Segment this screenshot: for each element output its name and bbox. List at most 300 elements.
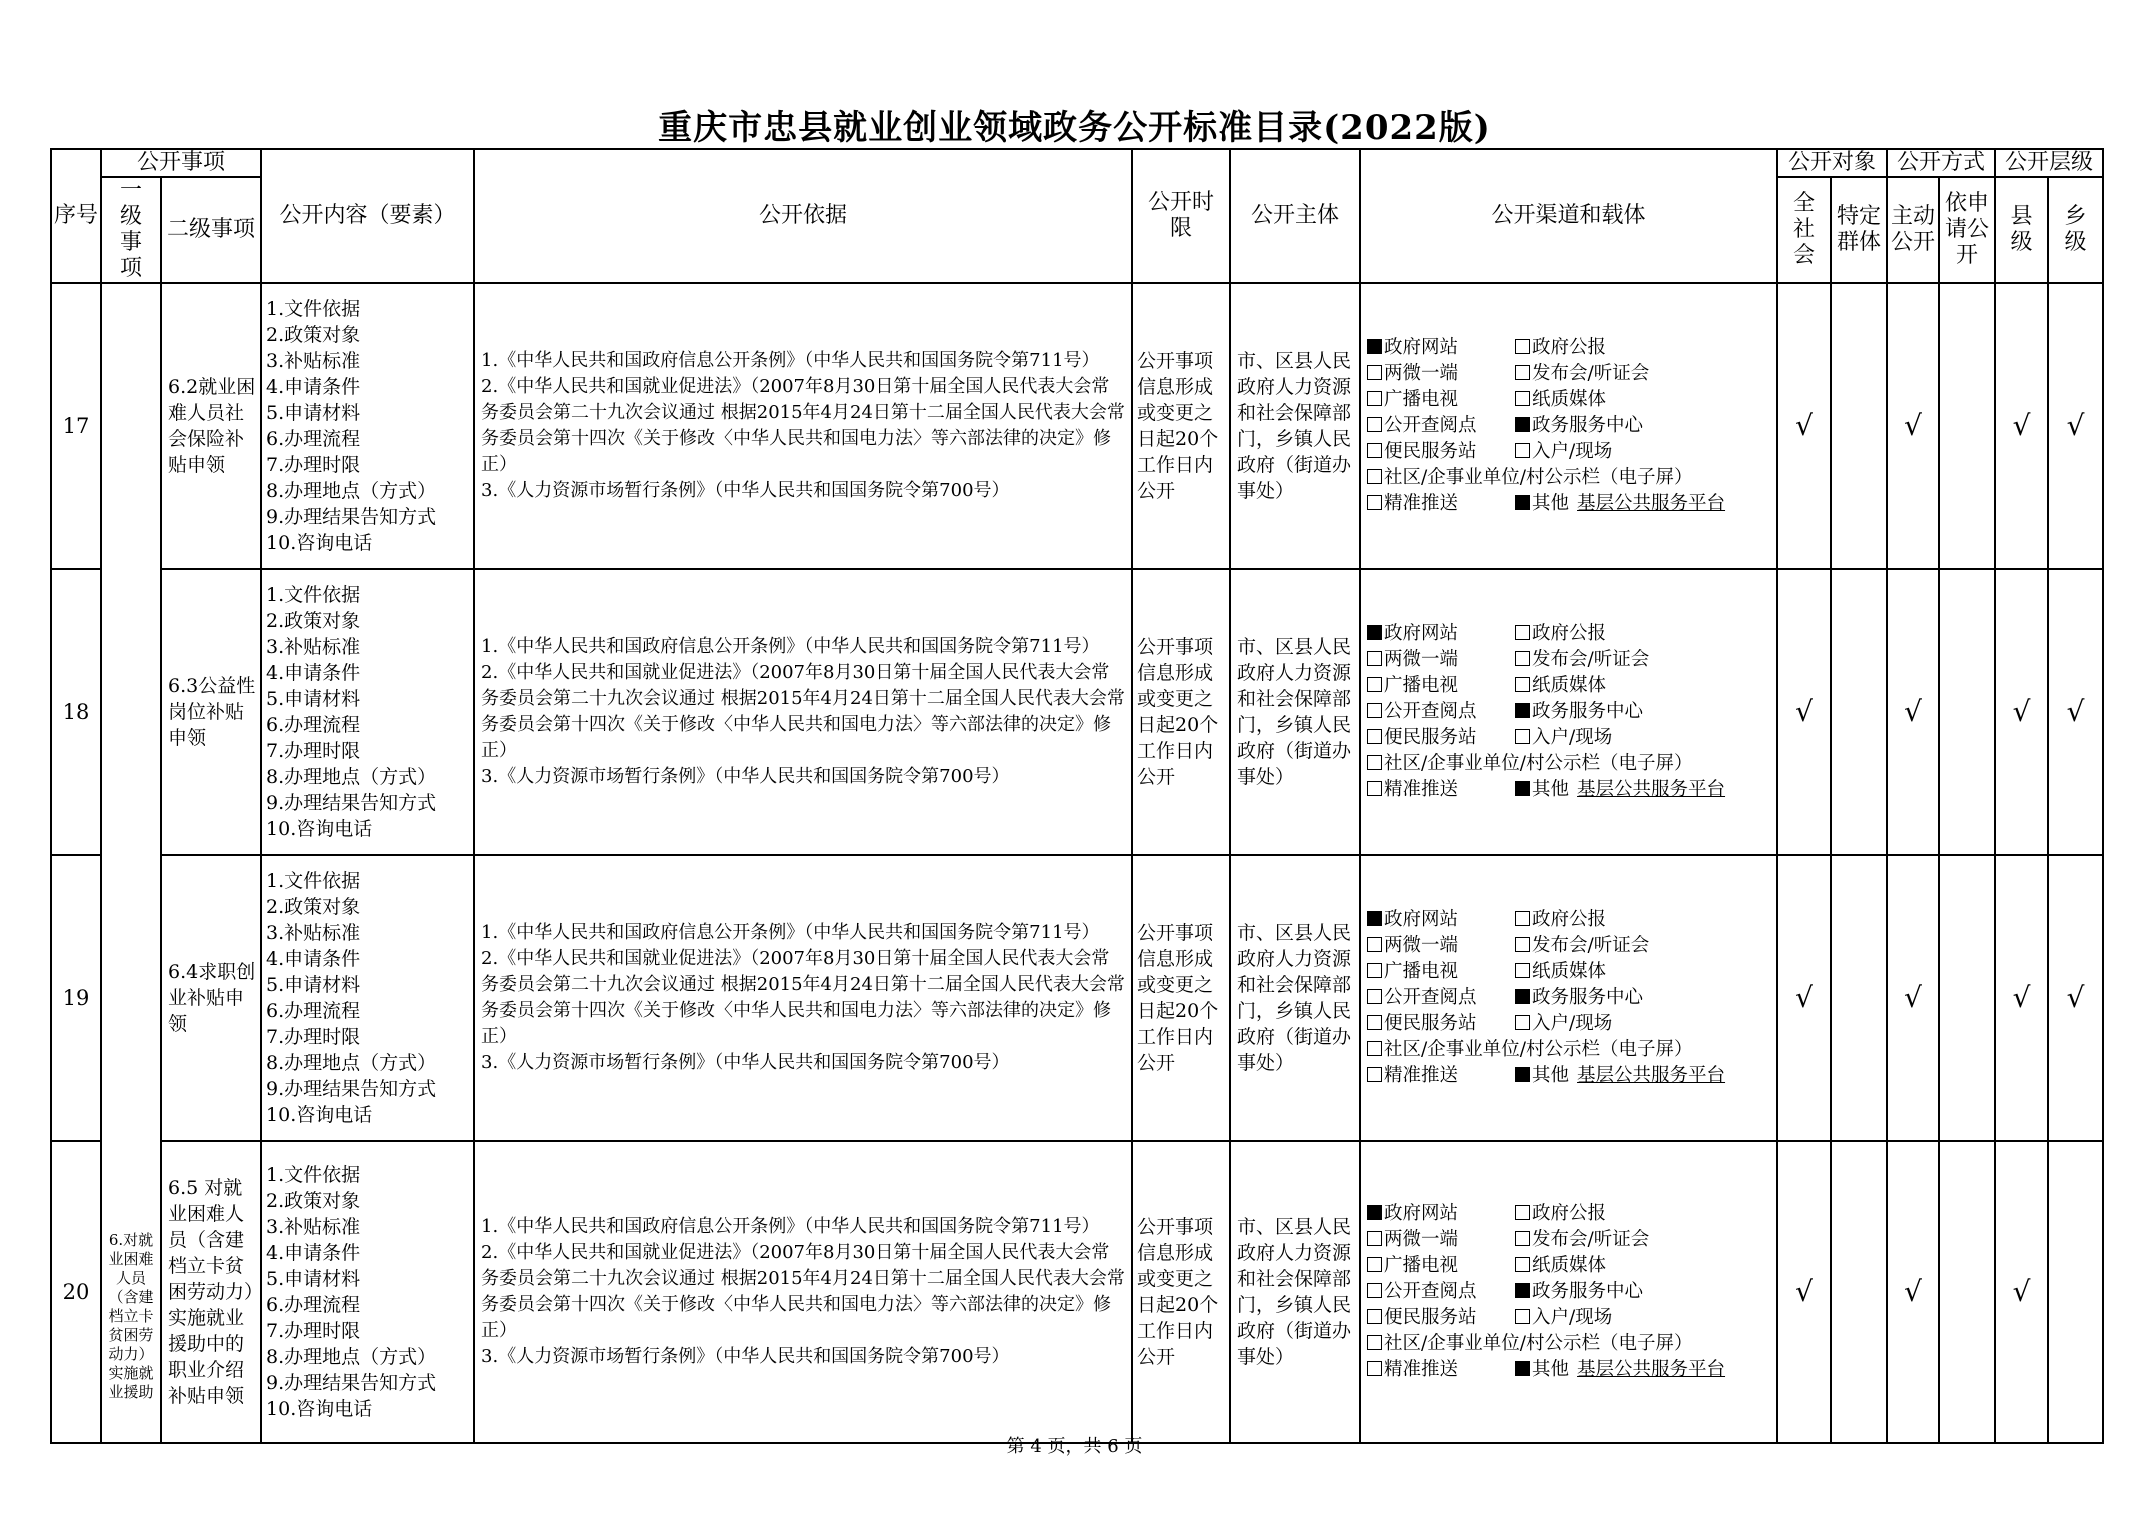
channel-option-label: 社区/企事业单位/村公示栏（电子屏） [1384,753,1693,774]
checked-box-icon [1367,1205,1382,1220]
page-title: 重庆市忠县就业创业领域政务公开标准目录(2022版) [658,108,1491,148]
channel-option-label: 政务服务中心 [1532,701,1644,722]
header-target-all: 全社会 [1777,177,1831,283]
unchecked-box-icon [1367,937,1382,952]
content-line: 2.政策对象 [266,324,361,346]
limit-cell: 公开事项信息形成或变更之日起20个工作日内公开 [1132,1141,1230,1443]
channel-line [1367,491,1776,517]
content-line: 6.办理流程 [266,714,361,736]
channel-option [1515,1203,1606,1224]
unchecked-box-icon [1515,365,1530,380]
basis-line: 2.《中华人民共和国就业促进法》（2007年8月30日第十届全国人民代表大会常务委员会第二十九次会议通过 根据2015年4月24日第十二届全国人民代表大会常务委员会第十四次《关于修改〈中华人民共和国电力法〉等六部法律的决定》修正） [481,662,1125,761]
limit-cell: 公开事项信息形成或变更之日起20个工作日内公开 [1132,283,1230,569]
channel-option [1367,753,1692,774]
unchecked-box-icon [1367,1067,1382,1082]
channel-option-label: 便民服务站 [1384,1307,1477,1328]
channel-option-label: 政务服务中心 [1532,1281,1644,1302]
content-line: 4.申请条件 [266,376,361,398]
content-line: 2.政策对象 [266,1190,361,1212]
basis-cell [474,1141,1132,1443]
channel-option [1367,467,1692,488]
channel-option-label: 社区/企事业单位/村公示栏（电子屏） [1384,1039,1693,1060]
checked-box-icon [1515,1283,1530,1298]
content-line: 8.办理地点（方式） [266,766,437,788]
unchecked-box-icon [1515,625,1530,640]
channel-option-label: 精准推送 [1384,493,1459,514]
channel-option-label: 精准推送 [1384,1065,1459,1086]
channel-cell [1360,283,1777,569]
checked-box-icon [1515,1361,1530,1376]
level1-item-text: 6.对就业困难人员（含建档立卡贫困劳动力）实施就业援助 [108,1231,154,1401]
item2-cell: 6.3公益性岗位补贴申领 [161,569,261,855]
content-line: 10.咨询电话 [266,1398,373,1420]
channel-option-label: 其他 [1532,1065,1570,1086]
item2-cell: 6.5 对就业困难人员（含建档立卡贫困劳动力）实施就业援助中的职业介绍补贴申领 [161,1141,261,1443]
channel-option-label: 政务服务中心 [1532,415,1644,436]
content-line: 1.文件依据 [266,1164,361,1186]
mark-target-all: √ [1777,283,1831,569]
channel-option [1367,1279,1515,1305]
channel-option-label: 政府网站 [1384,909,1459,930]
channel-option-label: 发布会/听证会 [1532,649,1650,670]
unchecked-box-icon [1515,963,1530,978]
channel-option-label: 便民服务站 [1384,1013,1477,1034]
channel-option-label: 广播电视 [1384,675,1459,696]
channel-other-value: 基层公共服务平台 [1577,493,1726,514]
channel-line [1367,673,1776,699]
channel-option-label: 两微一端 [1384,1229,1459,1250]
content-cell [261,855,474,1141]
channel-option [1367,1357,1515,1383]
channel-cell [1360,855,1777,1141]
channel-line [1367,1253,1776,1279]
content-line: 6.办理流程 [266,1000,361,1022]
channel-option [1515,701,1643,722]
mark-method-apply [1939,283,1995,569]
header-item1: 一级事项 [101,177,161,283]
channel-line [1367,1305,1776,1331]
channel-option-label: 纸质媒体 [1532,1255,1607,1276]
mark-level-town: √ [2048,569,2103,855]
unchecked-box-icon [1515,729,1530,744]
channel-option [1515,441,1612,462]
content-line: 9.办理结果告知方式 [266,1078,437,1100]
channel-option-label: 政府网站 [1384,337,1459,358]
channel-option [1515,1065,1725,1086]
content-line: 6.办理流程 [266,1294,361,1316]
channel-option [1515,1307,1612,1328]
mark-level-county: √ [1995,855,2048,1141]
basis-line: 1.《中华人民共和国政府信息公开条例》（中华人民共和国国务院令第711号） [481,636,1100,657]
header-item2: 二级事项 [161,177,261,283]
unchecked-box-icon [1367,1041,1382,1056]
channel-line [1367,699,1776,725]
channel-line [1367,1037,1776,1063]
content-cell [261,1141,474,1443]
table-row [51,283,2103,569]
unchecked-box-icon [1367,417,1382,432]
mark-target-group [1831,855,1887,1141]
basis-cell [474,569,1132,855]
subject-cell: 市、区县人民政府人力资源和社会保障部门，乡镇人民政府（街道办事处） [1230,855,1360,1141]
channel-option [1367,491,1515,517]
subject-cell: 市、区县人民政府人力资源和社会保障部门，乡镇人民政府（街道办事处） [1230,569,1360,855]
channel-option [1367,1305,1515,1331]
channel-option [1367,959,1515,985]
item2-cell: 6.4求职创业补贴申领 [161,855,261,1141]
content-line: 4.申请条件 [266,948,361,970]
basis-cell [474,283,1132,569]
header-method: 公开方式 [1887,149,1995,177]
channel-option [1367,725,1515,751]
content-line: 9.办理结果告知方式 [266,1372,437,1394]
checked-box-icon [1515,989,1530,1004]
channel-option [1367,1201,1515,1227]
content-line: 5.申请材料 [266,402,361,424]
header-seq: 序号 [51,149,101,283]
channel-option-label: 两微一端 [1384,363,1459,384]
unchecked-box-icon [1515,339,1530,354]
channel-option [1367,1011,1515,1037]
unchecked-box-icon [1515,911,1530,926]
content-line: 8.办理地点（方式） [266,480,437,502]
unchecked-box-icon [1367,365,1382,380]
channel-line [1367,933,1776,959]
unchecked-box-icon [1515,1257,1530,1272]
subject-cell: 市、区县人民政府人力资源和社会保障部门，乡镇人民政府（街道办事处） [1230,283,1360,569]
channel-option-label: 精准推送 [1384,779,1459,800]
unchecked-box-icon [1367,1309,1382,1324]
content-line: 4.申请条件 [266,662,361,684]
basis-line: 2.《中华人民共和国就业促进法》（2007年8月30日第十届全国人民代表大会常务委员会第二十九次会议通过 根据2015年4月24日第十二届全国人民代表大会常务委员会第十四次《关于修改〈中华人民共和国电力法〉等六部法律的决定》修正） [481,376,1125,475]
mark-method-apply [1939,1141,1995,1443]
basis-line: 1.《中华人民共和国政府信息公开条例》（中华人民共和国国务院令第711号） [481,1216,1100,1237]
item2-cell: 6.2就业困难人员社会保险补贴申领 [161,283,261,569]
mark-level-town: √ [2048,283,2103,569]
channel-option [1367,907,1515,933]
catalog-table [50,148,2104,1444]
channel-option-label: 政府公报 [1532,1203,1607,1224]
unchecked-box-icon [1515,651,1530,666]
channel-line [1367,1063,1776,1089]
unchecked-box-icon [1515,677,1530,692]
basis-cell [474,855,1132,1141]
content-cell [261,569,474,855]
mark-level-county: √ [1995,283,2048,569]
channel-option [1515,935,1649,956]
channel-option [1367,439,1515,465]
checked-box-icon [1367,339,1382,354]
channel-option-label: 广播电视 [1384,1255,1459,1276]
channel-line [1367,413,1776,439]
channel-option [1515,909,1606,930]
channel-line [1367,959,1776,985]
mark-target-group [1831,569,1887,855]
unchecked-box-icon [1367,495,1382,510]
unchecked-box-icon [1515,1205,1530,1220]
channel-option-label: 精准推送 [1384,1359,1459,1380]
channel-cell [1360,1141,1777,1443]
channel-option [1515,415,1643,436]
content-line: 9.办理结果告知方式 [266,506,437,528]
basis-line: 1.《中华人民共和国政府信息公开条例》（中华人民共和国国务院令第711号） [481,922,1100,943]
mark-method-active: √ [1887,569,1939,855]
channel-option [1515,675,1606,696]
channel-option [1515,1013,1612,1034]
content-line: 1.文件依据 [266,870,361,892]
unchecked-box-icon [1367,1257,1382,1272]
channel-line [1367,751,1776,777]
basis-line: 1.《中华人民共和国政府信息公开条例》（中华人民共和国国务院令第711号） [481,350,1100,371]
channel-other-value: 基层公共服务平台 [1577,1359,1726,1380]
unchecked-box-icon [1515,1309,1530,1324]
content-line: 7.办理时限 [266,1320,361,1342]
channel-option-label: 纸质媒体 [1532,675,1607,696]
channel-option-label: 政府公报 [1532,909,1607,930]
content-line: 8.办理地点（方式） [266,1052,437,1074]
basis-line: 3.《人力资源市场暂行条例》（中华人民共和国国务院令第700号） [481,1346,1010,1367]
unchecked-box-icon [1367,391,1382,406]
table-row [51,855,2103,1141]
table-row [51,1141,2103,1443]
channel-line [1367,387,1776,413]
channel-option [1367,1063,1515,1089]
channel-cell [1360,569,1777,855]
header-level-county: 县级 [1995,177,2048,283]
checked-box-icon [1367,911,1382,926]
channel-option-label: 公开查阅点 [1384,1281,1477,1302]
header-target: 公开对象 [1777,149,1887,177]
content-line: 5.申请材料 [266,974,361,996]
level1-item-cell [101,283,161,1443]
channel-line [1367,1011,1776,1037]
channel-option [1515,1359,1725,1380]
unchecked-box-icon [1515,1231,1530,1246]
mark-method-active: √ [1887,1141,1939,1443]
header-items: 公开事项 [101,149,261,177]
channel-option [1367,673,1515,699]
channel-option [1515,1281,1643,1302]
channel-option [1515,1229,1649,1250]
channel-option [1367,361,1515,387]
channel-line [1367,777,1776,803]
content-line: 3.补贴标准 [266,922,361,944]
channel-option [1515,363,1649,384]
content-line: 5.申请材料 [266,1268,361,1290]
channel-option [1515,1255,1606,1276]
channel-option [1515,779,1725,800]
header-content: 公开内容（要素） [261,149,474,283]
unchecked-box-icon [1367,963,1382,978]
channel-option [1367,335,1515,361]
mark-target-all: √ [1777,569,1831,855]
channel-option [1367,985,1515,1011]
channel-option-label: 入户/现场 [1532,1307,1613,1328]
mark-target-all: √ [1777,1141,1831,1443]
unchecked-box-icon [1367,703,1382,718]
header-channel: 公开渠道和载体 [1360,149,1777,283]
header-target-group: 特定群体 [1831,177,1887,283]
unchecked-box-icon [1367,1015,1382,1030]
unchecked-box-icon [1367,1361,1382,1376]
channel-option-label: 其他 [1532,779,1570,800]
basis-line: 3.《人力资源市场暂行条例》（中华人民共和国国务院令第700号） [481,766,1010,787]
checked-box-icon [1515,1067,1530,1082]
channel-other-value: 基层公共服务平台 [1577,1065,1726,1086]
basis-line: 3.《人力资源市场暂行条例》（中华人民共和国国务院令第700号） [481,480,1010,501]
channel-option [1367,699,1515,725]
content-line: 4.申请条件 [266,1242,361,1264]
channel-option-label: 公开查阅点 [1384,987,1477,1008]
channel-option-label: 便民服务站 [1384,727,1477,748]
page-footer: 第 4 页，共 6 页 [1006,1436,1143,1457]
channel-line [1367,335,1776,361]
channel-option [1367,1253,1515,1279]
channel-option-label: 发布会/听证会 [1532,363,1650,384]
checked-box-icon [1367,625,1382,640]
basis-line: 3.《人力资源市场暂行条例》（中华人民共和国国务院令第700号） [481,1052,1010,1073]
checked-box-icon [1515,781,1530,796]
basis-line: 2.《中华人民共和国就业促进法》（2007年8月30日第十届全国人民代表大会常务委员会第二十九次会议通过 根据2015年4月24日第十二届全国人民代表大会常务委员会第十四次《关于修改〈中华人民共和国电力法〉等六部法律的决定》修正） [481,948,1125,1047]
unchecked-box-icon [1515,391,1530,406]
unchecked-box-icon [1515,443,1530,458]
content-line: 7.办理时限 [266,740,361,762]
mark-method-active: √ [1887,855,1939,1141]
content-line: 3.补贴标准 [266,350,361,372]
channel-line [1367,621,1776,647]
unchecked-box-icon [1367,729,1382,744]
content-line: 10.咨询电话 [266,532,373,554]
limit-cell: 公开事项信息形成或变更之日起20个工作日内公开 [1132,855,1230,1141]
seq-cell: 19 [51,855,101,1141]
content-line: 7.办理时限 [266,1026,361,1048]
channel-line [1367,1227,1776,1253]
content-line: 6.办理流程 [266,428,361,450]
channel-option-label: 广播电视 [1384,961,1459,982]
checked-box-icon [1515,703,1530,718]
content-line: 2.政策对象 [266,610,361,632]
channel-option-label: 政府网站 [1384,623,1459,644]
seq-cell: 17 [51,283,101,569]
mark-method-apply [1939,569,1995,855]
header-level-town: 乡级 [2048,177,2103,283]
header-limit: 公开时限 [1132,149,1230,283]
content-line: 10.咨询电话 [266,1104,373,1126]
content-line: 3.补贴标准 [266,1216,361,1238]
unchecked-box-icon [1515,937,1530,952]
unchecked-box-icon [1367,989,1382,1004]
channel-line [1367,1357,1776,1383]
channel-option-label: 政府公报 [1532,337,1607,358]
mark-level-town [2048,1141,2103,1443]
channel-line [1367,985,1776,1011]
checked-box-icon [1515,495,1530,510]
basis-line: 2.《中华人民共和国就业促进法》（2007年8月30日第十届全国人民代表大会常务委员会第二十九次会议通过 根据2015年4月24日第十二届全国人民代表大会常务委员会第十四次《关于修改〈中华人民共和国电力法〉等六部法律的决定》修正） [481,1242,1125,1341]
unchecked-box-icon [1367,1283,1382,1298]
channel-option-label: 社区/企事业单位/村公示栏（电子屏） [1384,1333,1693,1354]
channel-option [1515,389,1606,410]
limit-cell: 公开事项信息形成或变更之日起20个工作日内公开 [1132,569,1230,855]
mark-method-apply [1939,855,1995,1141]
unchecked-box-icon [1367,469,1382,484]
seq-cell: 20 [51,1141,101,1443]
channel-option-label: 发布会/听证会 [1532,1229,1650,1250]
content-line: 9.办理结果告知方式 [266,792,437,814]
channel-line [1367,1331,1776,1357]
channel-option-label: 便民服务站 [1384,441,1477,462]
channel-option [1367,933,1515,959]
channel-option-label: 广播电视 [1384,389,1459,410]
channel-line [1367,439,1776,465]
channel-option-label: 社区/企事业单位/村公示栏（电子屏） [1384,467,1693,488]
channel-option-label: 公开查阅点 [1384,415,1477,436]
channel-option [1515,623,1606,644]
channel-option-label: 入户/现场 [1532,441,1613,462]
channel-option [1367,387,1515,413]
mark-level-county: √ [1995,1141,2048,1443]
content-line: 2.政策对象 [266,896,361,918]
subject-cell: 市、区县人民政府人力资源和社会保障部门，乡镇人民政府（街道办事处） [1230,1141,1360,1443]
mark-level-town: √ [2048,855,2103,1141]
channel-line [1367,907,1776,933]
mark-target-group [1831,1141,1887,1443]
channel-option [1367,1039,1692,1060]
channel-option-label: 政府网站 [1384,1203,1459,1224]
content-line: 8.办理地点（方式） [266,1346,437,1368]
header-method-apply: 依申请公开 [1939,177,1995,283]
channel-option [1515,649,1649,670]
header-basis: 公开依据 [474,149,1132,283]
mark-method-active: √ [1887,283,1939,569]
checked-box-icon [1515,417,1530,432]
channel-option-label: 纸质媒体 [1532,389,1607,410]
channel-line [1367,725,1776,751]
content-line: 5.申请材料 [266,688,361,710]
header-level: 公开层级 [1995,149,2103,177]
header-method-active: 主动公开 [1887,177,1939,283]
seq-cell: 18 [51,569,101,855]
table-row [51,569,2103,855]
channel-option [1367,621,1515,647]
unchecked-box-icon [1367,443,1382,458]
channel-option-label: 纸质媒体 [1532,961,1607,982]
header-subject: 公开主体 [1230,149,1360,283]
channel-option-label: 发布会/听证会 [1532,935,1650,956]
channel-line [1367,647,1776,673]
channel-option [1515,727,1612,748]
channel-option [1367,413,1515,439]
channel-option [1515,961,1606,982]
channel-option [1367,777,1515,803]
unchecked-box-icon [1367,1231,1382,1246]
content-cell [261,283,474,569]
mark-target-group [1831,283,1887,569]
content-line: 1.文件依据 [266,584,361,606]
channel-option-label: 入户/现场 [1532,727,1613,748]
channel-line [1367,465,1776,491]
unchecked-box-icon [1367,781,1382,796]
unchecked-box-icon [1367,677,1382,692]
channel-option-label: 入户/现场 [1532,1013,1613,1034]
channel-option-label: 政府公报 [1532,623,1607,644]
mark-level-county: √ [1995,569,2048,855]
channel-option [1367,1227,1515,1253]
channel-option-label: 政务服务中心 [1532,987,1644,1008]
channel-option-label: 两微一端 [1384,649,1459,670]
channel-option-label: 两微一端 [1384,935,1459,956]
channel-option [1367,647,1515,673]
unchecked-box-icon [1515,1015,1530,1030]
